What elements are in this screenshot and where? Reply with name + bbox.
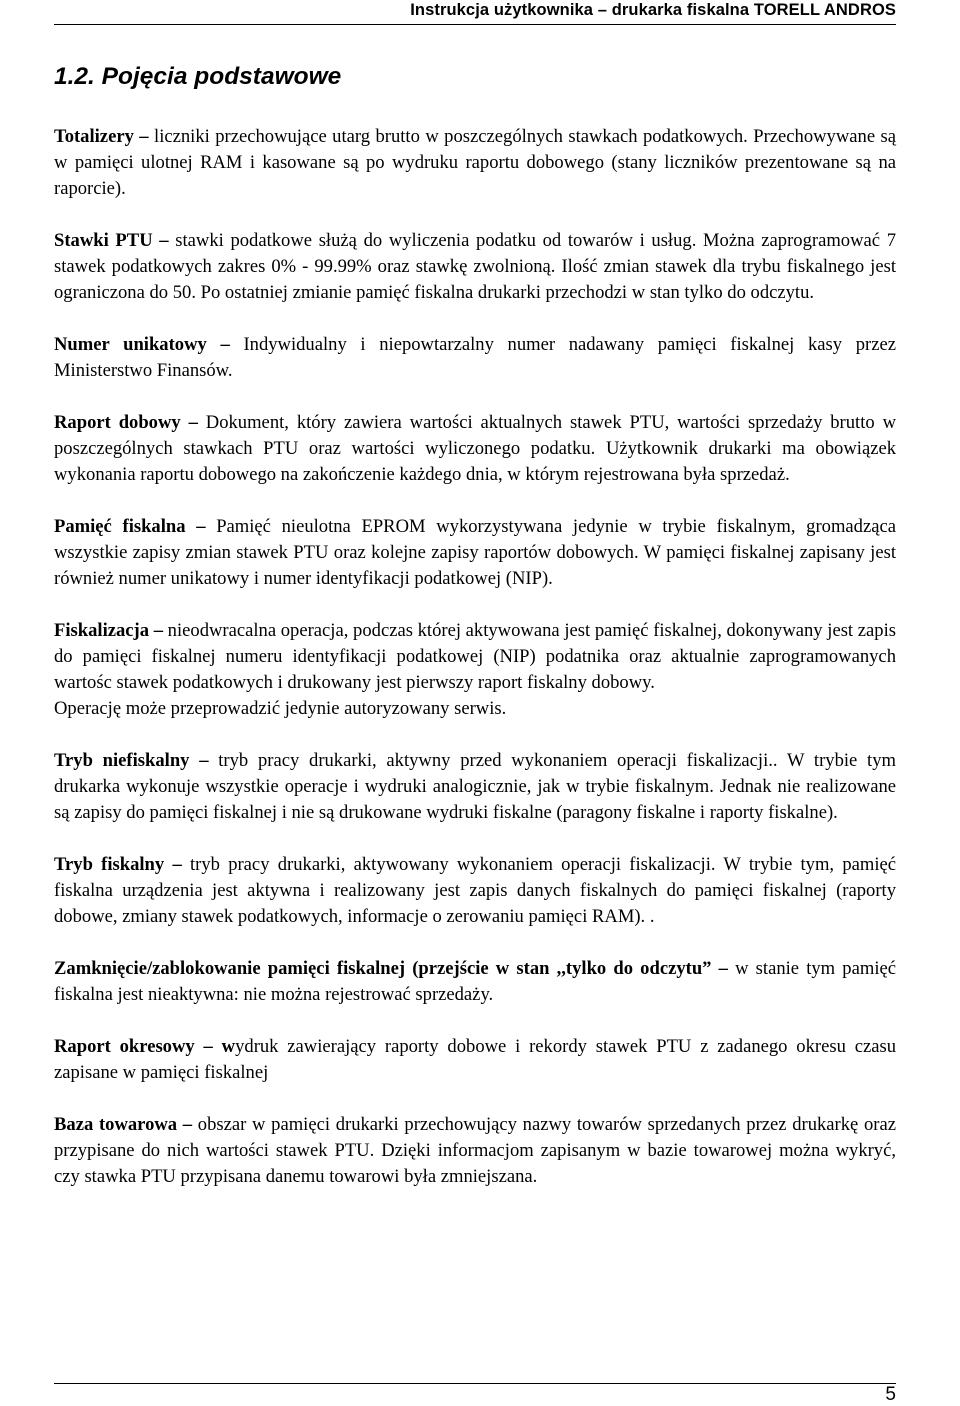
definition-text: w stanie tym pamięć fiskalna jest nieaktywna: nie można rejestrować sprzedaży. [54,958,896,1005]
running-header: Instrukcja użytkownika – drukarka fiskalna TORELL ANDROS [410,1,896,19]
definition-paragraph [54,332,896,384]
definition-text: nieodwracalna operacja, podczas której aktywowana jest pamięć fiskalnej, dokonywany jest zapis do pamięci fiskalnej numeru identyfikacji podatkowej (NIP) podatnika oraz aktualnie zaprogramowanych wartośc stawek podatkowych i drukowany jest pierwszy raport fiskalny dobowy. [54,620,896,693]
definition-term: Tryb niefiskalny – [54,750,209,771]
definition-note: Operację może przeprowadzić jedynie autoryzowany serwis. [54,698,507,719]
definition-term: Pamięć fiskalna – [54,516,206,537]
definition-term: Stawki PTU – [54,230,169,251]
definition-text: liczniki przechowujące utarg brutto w poszczególnych stawkach podatkowych. Przechowywane są w pamięci ulotnej RAM i kasowane są po wydruku raportu dobowego (stany liczników prezentowane są na raporcie). [54,126,896,199]
definition-text: Pamięć nieulotna EPROM wykorzystywana jedynie w trybie fiskalnym, gromadząca wszystkie zapisy zmian stawek PTU oraz kolejne zapisy raportów dobowych. W pamięci fiskalnej zapisany jest również numer unikatowy i numer identyfikacji podatkowej (NIP). [54,516,896,589]
definition-term: Baza towarowa – [54,1114,193,1135]
definition-paragraph [54,124,896,202]
definition-text: Indywidualny i niepowtarzalny numer nadawany pamięci fiskalnej kasy przez Ministerstwo Finansów. [54,334,896,381]
definition-paragraph [54,1112,896,1190]
page-number: 5 [885,1384,896,1405]
definition-term: Raport okresowy – w [54,1036,236,1057]
definition-text: tryb pracy drukarki, aktywny przed wykonaniem operacji fiskalizacji.. W trybie tym drukarka wykonuje wszystkie operacje i wydruki analogicznie, jak w trybie fiskalnym. Jednak nie realizowane są zapisy do pamięci fiskalnej i nie są drukowane wydruki fiskalne (paragony fiskalne i raporty fiskalne). [54,750,896,823]
definition-term: Zamknięcie/zablokowanie pamięci fiskalnej (przejście w stan ,,tylko do odczytu” – [54,958,728,979]
definition-text: Dokument, który zawiera wartości aktualnych stawek PTU, wartości sprzedaży brutto w poszczególnych stawkach PTU oraz wartości wyliczonego podatku. Użytkownik drukarki ma obowiązek wykonania raportu dobowego na zakończenie każdego dnia, w którym rejestrowana była sprzedaż. [54,412,896,485]
definition-term: Tryb fiskalny – [54,854,182,875]
definition-paragraph [54,514,896,592]
definition-paragraph [54,1034,896,1086]
definition-paragraph [54,852,896,930]
definitions-list [54,124,896,1190]
definition-term: Totalizery – [54,126,149,147]
definition-paragraph [54,228,896,306]
definition-paragraph [54,748,896,826]
definition-term: Numer unikatowy – [54,334,230,355]
definition-term: Fiskalizacja – [54,620,163,641]
definition-text: ydruk zawierający raporty dobowe i rekordy stawek PTU z zadanego okresu czasu zapisane w pamięci fiskalnej [54,1036,896,1083]
section-title: 1.2. Pojęcia podstawowe [54,63,342,90]
definition-text: tryb pracy drukarki, aktywowany wykonaniem operacji fiskalizacji. W trybie tym, pamięć fiskalna urządzenia jest aktywna i realizowany jest zapis danych fiskalnych do pamięci fiskalnej (raporty dobowe, zmiany stawek podatkowych, informacje o zerowaniu pamięci RAM). . [54,854,897,927]
definition-paragraph [54,956,896,1008]
definition-paragraph [54,410,896,488]
definition-text: stawki podatkowe służą do wyliczenia podatku od towarów i usług. Można zaprogramować 7 stawek podatkowych zakres 0% - 99.99% oraz stawkę zwolnioną. Ilość zmian stawek dla trybu fiskalnego jest ograniczona do 50. Po ostatniej zmianie pamięć fiskalna drukarki przechodzi w stan tylko do odczytu. [54,230,896,303]
definition-text: obszar w pamięci drukarki przechowujący nazwy towarów sprzedanych przez drukarkę oraz przypisane do nich wartości stawek PTU. Dzięki informacjom zapisanym w bazie towarowej można wykryć, czy stawka PTU przypisana danemu towarowi była zmniejszana. [54,1114,896,1187]
definition-paragraph [54,618,896,696]
header-rule [54,24,896,25]
definition-term: Raport dobowy – [54,412,198,433]
